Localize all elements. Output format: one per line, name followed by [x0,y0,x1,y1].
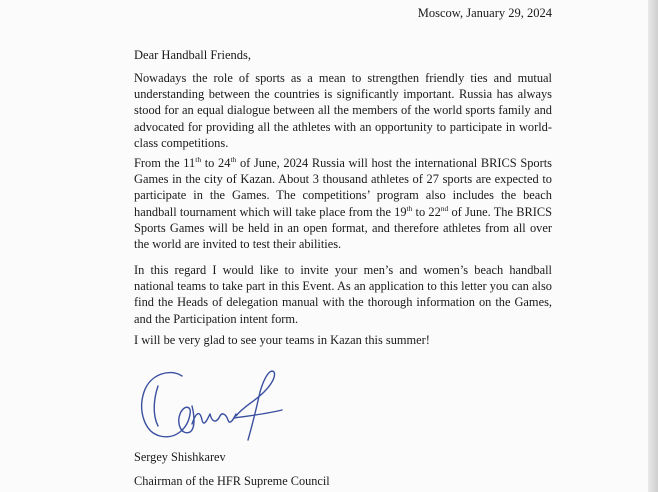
signer-position: Chairman of the HFR Supreme Council [134,474,330,488]
signer-name: Sergey Shishkarev [134,450,226,464]
signature-strokes [142,371,282,440]
handwritten-signature [136,362,286,446]
salutation: Dear Handball Friends, [134,48,251,62]
p2-sup-1: th [195,154,202,164]
p2-sup-2: th [230,154,237,164]
p2-text-d: to 22 [412,204,441,219]
p2-text-b: to 24 [201,156,231,170]
p2-text-e: of June. The BRICS Sports Games will be held in an open format, and therefore athletes from all over the world are invited to test their abilities. [134,204,553,252]
letter-date: Moscow, January 29, 2024 [417,6,552,20]
paragraph-4: I will be very glad to see your teams in Kazan this summer! [134,333,430,347]
paragraph-2 [134,155,552,252]
paragraph-1: Nowadays the role of sports as a mean to strengthen friendly ties and mutual understanding between the countries is significantly important. Russia has always stood for an equal dialogue between all the members of the world sports family and advocated for providing all the athletes with an opportunity to participate in world-class competitions. [134,71,552,150]
paragraph-3: In this regard I would like to invite your men’s and women’s beach handball national teams to take part in this Event. As an application to this letter you can also find the Heads of delegation manual with the thorough information on the Games, and the Participation intent form. [134,263,552,326]
p2-text-c: of June, 2024 Russia will host the international BRICS Sports Games in the city of Kazan. About 3 thousand athletes of 27 sports are expected to participate in the Games. The competitions’ program also includes the beach handball tournament which will take place from the 19 [134,156,552,219]
page-edge-shadow [648,0,658,492]
p2-sup-4: nd [440,203,449,213]
p2-sup-3: th [406,203,413,213]
p2-text-a: From the 11 [134,156,196,170]
